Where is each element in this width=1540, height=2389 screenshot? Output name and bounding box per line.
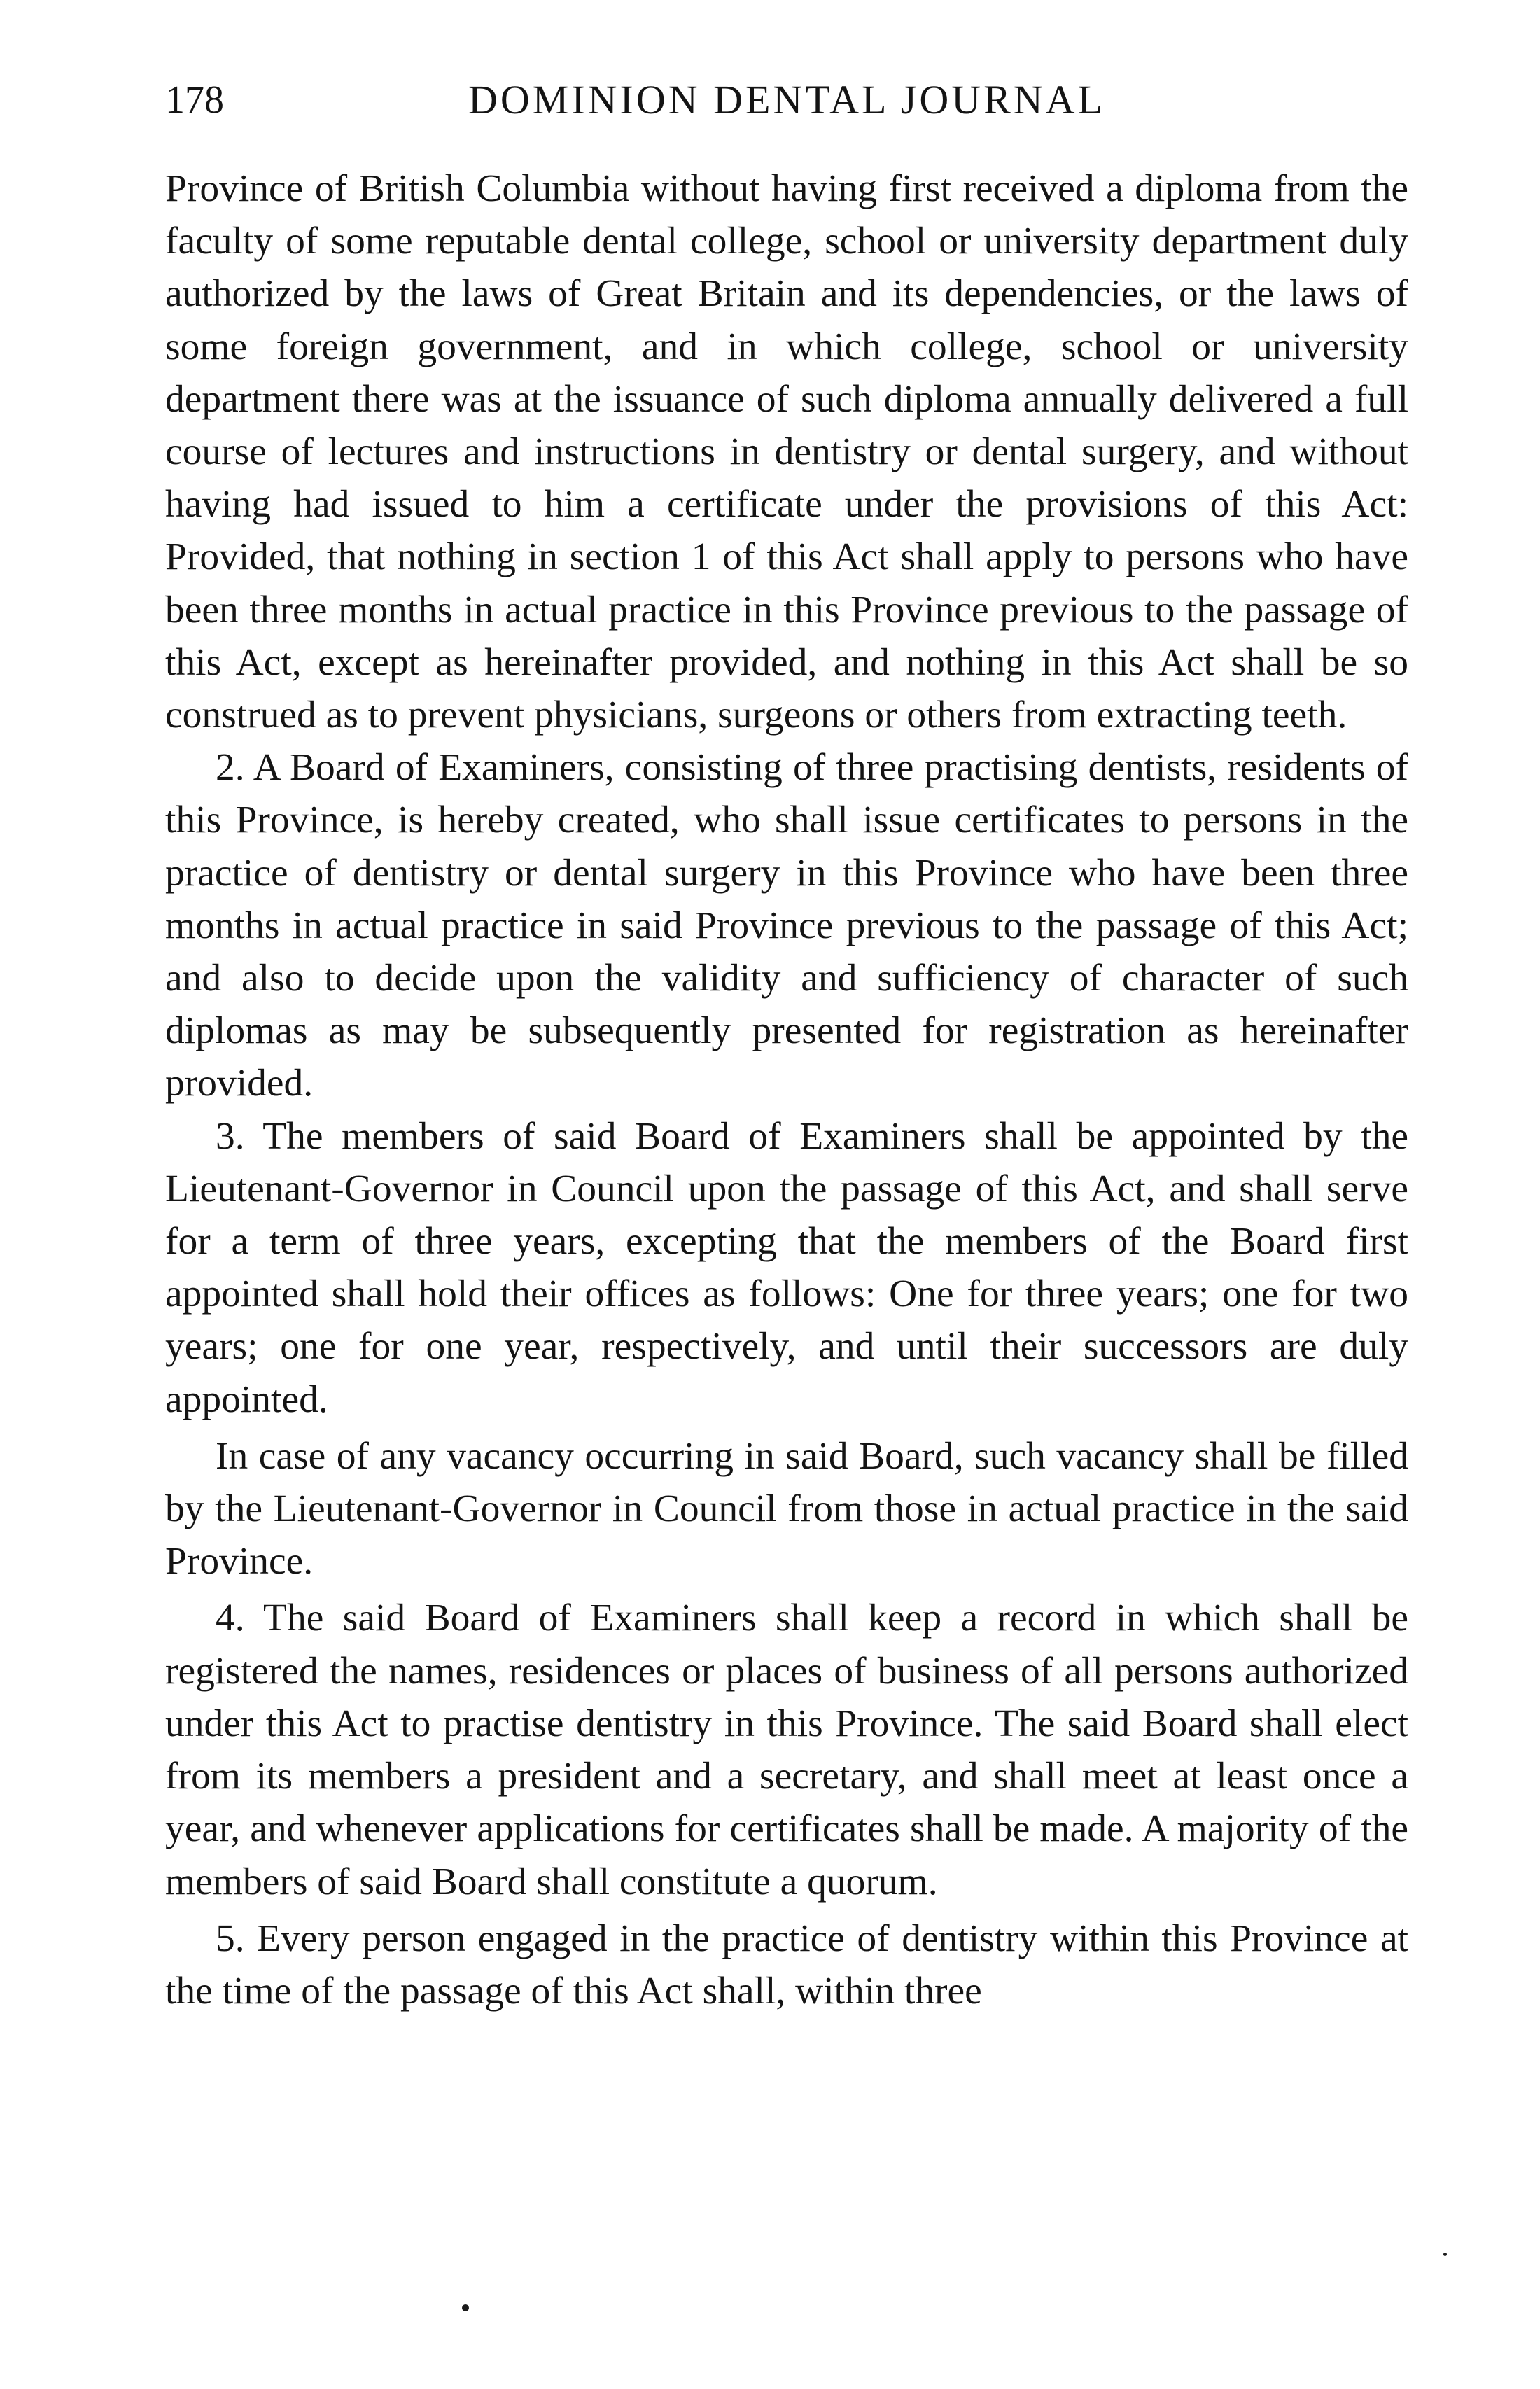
paragraph-section-4: 4. The said Board of Examiners shall keep a record in which shall be registered the names, residences or places of business of all persons authorized under this Act to practise dentistry in this Province. The said Board shall elect from its members a president and a secretary, and shall meet at least once a year, and whenever applications for certificates shall be made. A majority of the members of said Board shall constitute a quorum. (165, 1597, 1408, 1903)
running-title: DOMINION DENTAL JOURNAL (468, 77, 1105, 122)
page-header (165, 76, 1408, 139)
paragraph-continuation: Province of British Columbia without having first received a diploma from the faculty of some reputable dental college, school or university department duly authorized by the laws of Great Britain and its dependencies, or the laws of some foreign government, and in which college, school or university department there was at the issuance of such diploma annually delivered a full course of lectures and instructions in dentistry or dental surgery, and without having had issued to him a certificate under the provisions of this Act: Provided, that nothing in section 1 of this Act shall apply to persons who have been three months in actual practice in this Province previous to the passage of this Act, except as hereinafter provided, and nothing in this Act shall be so construed as to prevent physicians, surgeons or others from extracting teeth. (165, 167, 1408, 737)
paragraph-vacancy: In case of any vacancy occurring in said Board, such vacancy shall be filled by the Lieutenant-Governor in Council from those in actual practice in the said Province. (165, 1434, 1408, 1583)
paragraph-section-5: 5. Every person engaged in the practice of dentistry within this Province at the time of the passage of this Act shall, within three (165, 1917, 1408, 2012)
paragraph-section-3: 3. The members of said Board of Examiners shall be appointed by the Lieutenant-Governor in Council upon the passage of this Act, and shall serve for a term of three years, excepting that the members of the Board first appointed shall hold their offices as follows: One for three years; one for two years; one for one year, respectively, and until their successors are duly appointed. (165, 1114, 1408, 1421)
ink-speck (1443, 2253, 1447, 2256)
ink-speck (462, 2304, 469, 2311)
page-number: 178 (165, 78, 224, 122)
paragraph-section-2: 2. A Board of Examiners, consisting of three practising dentists, residents of this Province, is hereby created, who shall issue certificates to persons in the practice of dentistry or dental surgery in this Province who have been three months in actual practice in said Province previous to the passage of this Act; and also to decide upon the validity and sufficiency of character of such diplomas as may be subsequently presented for registration as hereinafter provided. (165, 746, 1408, 1105)
body-text (165, 162, 1408, 2017)
